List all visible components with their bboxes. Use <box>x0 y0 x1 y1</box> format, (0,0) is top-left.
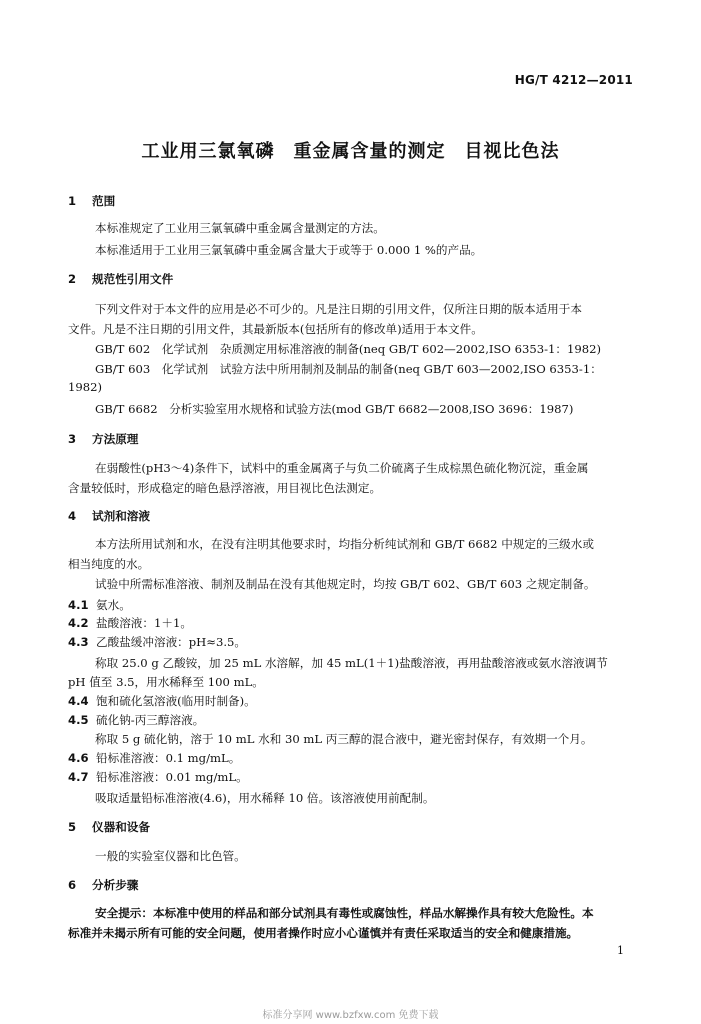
clause-4-7-number: 4.7 <box>68 770 89 784</box>
section-4-heading <box>68 509 150 523</box>
clause-4-7 <box>68 770 248 784</box>
section-6-title: 分析步骤 <box>92 878 139 892</box>
clause-4-2 <box>68 616 192 630</box>
section-3-number: 3 <box>68 432 77 446</box>
clause-4-5-number: 4.5 <box>68 713 89 727</box>
safety-notice-a: 安全提示：本标准中使用的样品和部分试剂具有毒性或腐蚀性，样品水解操作具有较大危险性。本 <box>95 906 594 920</box>
section-5-heading <box>68 820 150 834</box>
section-2-number: 2 <box>68 272 77 286</box>
clause-4-3-para-b: pH 值至 3.5，用水稀释至 100 mL。 <box>68 675 264 689</box>
page-number: 1 <box>617 944 624 957</box>
clause-4-5-text: 硫化钠-丙三醇溶液。 <box>96 713 205 727</box>
reference-gbt-603-a: GB/T 603 化学试剂 试验方法中所用制剂及制品的制备(neq GB/T 603—2002,ISO 6353-1： <box>95 362 602 376</box>
section-1-heading <box>68 194 115 208</box>
clause-4-3-number: 4.3 <box>68 635 89 649</box>
reference-gbt-603-b: 1982) <box>68 380 103 394</box>
section-3-heading <box>68 432 138 446</box>
section-3-para-b: 含量较低时，形成稳定的暗色悬浮溶液，用目视比色法测定。 <box>68 481 382 495</box>
clause-4-1-text: 氨水。 <box>96 598 131 612</box>
clause-4-2-number: 4.2 <box>68 616 89 630</box>
section-2-para-1b: 文件。凡是不注日期的引用文件，其最新版本(包括所有的修改单)适用于本文件。 <box>68 322 483 336</box>
section-1-para-1: 本标准规定了工业用三氯氧磷中重金属含量测定的方法。 <box>95 221 385 235</box>
clause-4-1-number: 4.1 <box>68 598 89 612</box>
section-2-heading <box>68 272 173 286</box>
section-3-para-a: 在弱酸性(pH3～4)条件下，试料中的重金属离子与负二价硫离子生成棕黑色硫化物沉淀，重金属 <box>95 461 589 475</box>
clause-4-4 <box>68 694 256 708</box>
clause-4-6-text: 铅标准溶液：0.1 mg/mL。 <box>96 751 241 765</box>
clause-4-5 <box>68 713 204 727</box>
clause-4-6 <box>68 751 240 765</box>
section-6-number: 6 <box>68 878 77 892</box>
section-5-number: 5 <box>68 820 77 834</box>
watermark: 标准分享网 www.bzfxw.com 免费下载 <box>262 1010 439 1021</box>
reference-gbt-602: GB/T 602 化学试剂 杂质测定用标准溶液的制备(neq GB/T 602—2002,ISO 6353-1：1982) <box>95 342 602 356</box>
section-2-para-1a: 下列文件对于本文件的应用是必不可少的。凡是注日期的引用文件，仅所注日期的版本适用于本 <box>95 302 582 316</box>
section-4-title: 试剂和溶液 <box>92 509 150 523</box>
section-5-title: 仪器和设备 <box>92 820 150 834</box>
section-4-para-1a: 本方法所用试剂和水，在没有注明其他要求时，均指分析纯试剂和 GB/T 6682 中规定的三级水或 <box>95 537 594 551</box>
section-6-heading <box>68 878 138 892</box>
clause-4-4-text: 饱和硫化氢溶液(临用时制备)。 <box>96 694 256 708</box>
clause-4-4-number: 4.4 <box>68 694 89 708</box>
clause-4-2-text: 盐酸溶液：1＋1。 <box>96 616 192 630</box>
clause-4-7-para: 吸取适量铅标准溶液(4.6)，用水稀释 10 倍。该溶液使用前配制。 <box>95 791 435 805</box>
section-4-para-1b: 相当纯度的水。 <box>68 557 150 571</box>
section-3-title: 方法原理 <box>92 432 139 446</box>
section-1-number: 1 <box>68 194 77 208</box>
section-1-title: 范围 <box>92 194 116 208</box>
section-1-para-2: 本标准适用于工业用三氯氧磷中重金属含量大于或等于 0.000 1 %的产品。 <box>95 243 483 257</box>
section-4-para-2: 试验中所需标准溶液、制剂及制品在没有其他规定时，均按 GB/T 602、GB/T 603 之规定制备。 <box>95 577 596 591</box>
clause-4-1 <box>68 598 131 612</box>
clause-4-3 <box>68 635 246 649</box>
standard-code: HG/T 4212—2011 <box>514 73 633 87</box>
section-5-para: 一般的实验室仪器和比色管。 <box>95 849 246 863</box>
section-2-title: 规范性引用文件 <box>92 272 174 286</box>
clause-4-7-text: 铅标准溶液：0.01 mg/mL。 <box>96 770 248 784</box>
clause-4-3-text: 乙酸盐缓冲溶液：pH≈3.5。 <box>96 635 247 649</box>
safety-notice-b: 标准并未揭示所有可能的安全问题，使用者操作时应小心谨慎并有责任采取适当的安全和健康措施。 <box>68 926 579 940</box>
document-title: 工业用三氯氧磷 重金属含量的测定 目视比色法 <box>141 141 560 162</box>
clause-4-5-para: 称取 5 g 硫化钠，溶于 10 mL 水和 30 mL 丙三醇的混合液中，避光密封保存，有效期一个月。 <box>95 732 593 746</box>
clause-4-3-para-a: 称取 25.0 g 乙酸铵，加 25 mL 水溶解，加 45 mL(1＋1)盐酸溶液，再用盐酸溶液或氨水溶液调节 <box>95 656 608 670</box>
section-4-number: 4 <box>68 509 77 523</box>
clause-4-6-number: 4.6 <box>68 751 89 765</box>
reference-gbt-6682: GB/T 6682 分析实验室用水规格和试验方法(mod GB/T 6682—2008,ISO 3696：1987) <box>95 402 574 416</box>
